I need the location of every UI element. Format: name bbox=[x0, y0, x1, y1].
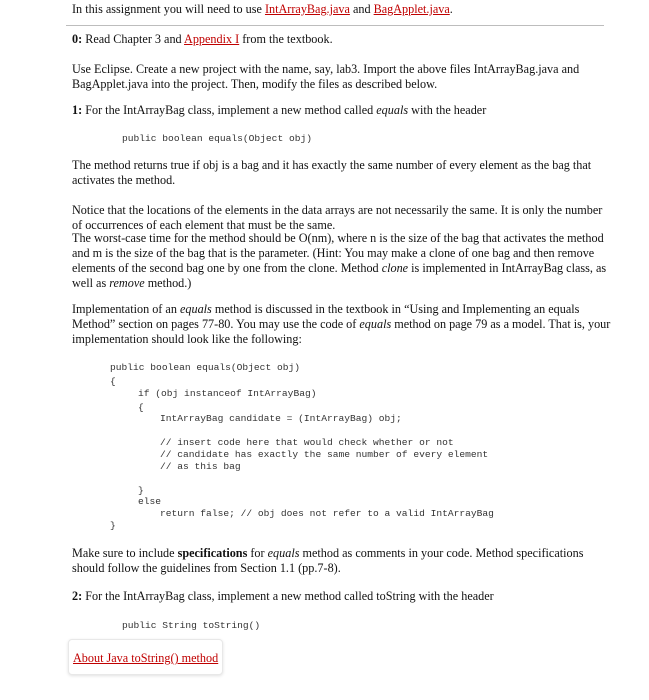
specifications-paragraph: Make sure to include specifications for equals method as comments in your code. Method specifications should follow the guidelines from Section 1.1 (pp.7-8). bbox=[72, 546, 584, 575]
code-line: else bbox=[138, 496, 162, 507]
code-line: if (obj instanceof IntArrayBag) bbox=[138, 388, 317, 399]
notice-paragraph: Notice that the locations of the elements in the data arrays are not necessarily the same. It is only the number of occurrences of each element that must be the same. bbox=[72, 203, 603, 232]
eclipse-paragraph: Use Eclipse. Create a new project with the name, say, lab3. Import the above files IntArrayBag.java and BagApplet.java into the project. Then, modify the files as described below. bbox=[72, 62, 580, 91]
step-1: 1: For the IntArrayBag class, implement a new method called equals with the header bbox=[72, 103, 487, 117]
intarraybag-link[interactable]: IntArrayBag.java bbox=[264, 2, 350, 16]
code-line: { bbox=[110, 376, 116, 387]
intro-line: In this assignment you will need to use IntArrayBag.java and BagApplet.java. bbox=[72, 2, 453, 16]
tostring-header-code: public String toString() bbox=[122, 620, 261, 631]
tostring-link[interactable]: About Java toString() method bbox=[73, 651, 219, 665]
tostring-link-box bbox=[68, 639, 223, 675]
code-line: } bbox=[138, 485, 144, 496]
step-2: 2: For the IntArrayBag class, implement a new method called toString with the header bbox=[72, 589, 494, 603]
code-line: // candidate has exactly the same number of every element bbox=[160, 449, 489, 460]
worst-case-paragraph: The worst-case time for the method should be O(nm), where n is the size of the bag that activates the method and m is the size of the bag that is the parameter. (Hint: You may make a clone of one bag and then remove elements of the second bag one by one from the clone. Method clone is implemented in IntArrayBag class, as well as remove method.) bbox=[72, 231, 607, 290]
bagapplet-link[interactable]: BagApplet.java bbox=[373, 2, 450, 16]
code-line: public boolean equals(Object obj) bbox=[110, 362, 300, 373]
step-0: 0: Read Chapter 3 and Appendix I from the textbook. bbox=[72, 32, 333, 46]
code-line: // insert code here that would check whether or not bbox=[160, 437, 454, 448]
equals-header-code: public boolean equals(Object obj) bbox=[122, 133, 312, 144]
divider bbox=[66, 25, 604, 26]
returns-paragraph: The method returns true if obj is a bag and it has exactly the same number of every element as the bag that activates the method. bbox=[72, 158, 592, 187]
code-line: } bbox=[110, 520, 116, 531]
code-line: return false; // obj does not refer to a valid IntArrayBag bbox=[160, 508, 494, 519]
implementation-paragraph: Implementation of an equals method is discussed in the textbook in “Using and Implementing an equals Method” section on pages 77-80. You may use the code of equals method on page 79 as a model. That is, your implementation should look like the following: bbox=[72, 302, 611, 346]
appendix-link[interactable]: Appendix I bbox=[184, 32, 240, 46]
code-line: IntArrayBag candidate = (IntArrayBag) obj; bbox=[160, 413, 402, 424]
code-line: { bbox=[138, 402, 144, 413]
code-line: // as this bag bbox=[160, 461, 241, 472]
